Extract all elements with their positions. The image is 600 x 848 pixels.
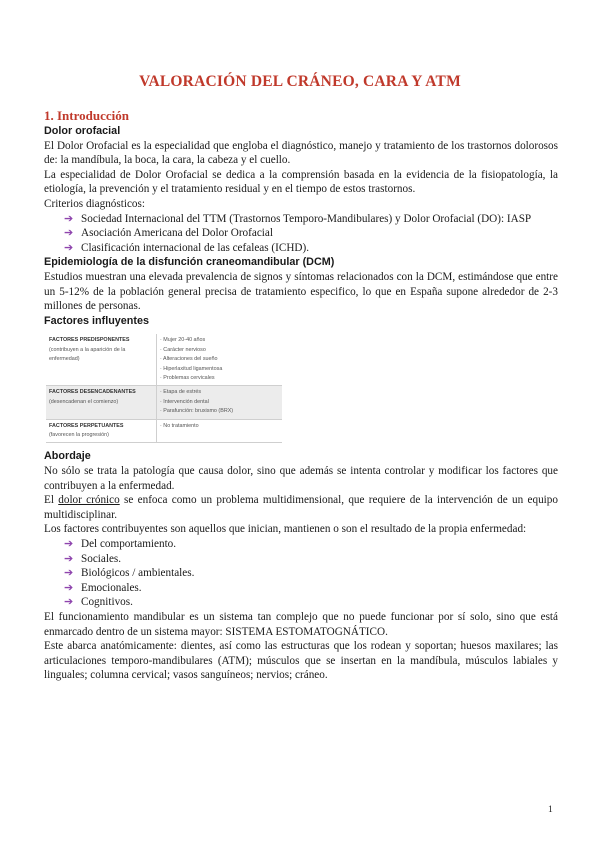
paragraph-abordaje-4: El funcionamiento mandibular es un sistema tan complejo que no puede funcionar por sí solo, sino que está enmarcado dentro de un sistema mayor: SISTEMA ESTOMATOGNÁTICO. [44,610,558,638]
subheading-abordaje: Abordaje [44,450,91,463]
criteria-list [44,212,558,256]
factores-table [46,334,282,443]
page-title: VALORACIÓN DEL CRÁNEO, CARA Y ATM [139,73,461,90]
paragraph-abordaje-3: Los factores contribuyentes son aquellos que inician, mantienen o son el resultado de la propia enfermedad: [44,523,527,536]
paragraph-abordaje-1: No sólo se trata la patología que causa dolor, sino que además se intenta controlar y modificar los factores que contribuyen a la enfermedad. [44,464,558,492]
table-row: FACTORES DESENCADENANTES (desencadenan el comienzo) · Etapa de estrés · Intervención dental · Parafunción: bruxismo (BRX) [46,386,282,419]
list-item: ➔ Sociedad Internacional del TTM (Trastornos Temporo-Mandibulares) y Dolor Orofacial (DO): IASP [64,212,532,225]
criteria-label: Criterios diagnósticos: [44,197,145,210]
document-body [44,108,558,683]
paragraph-epidemiologia: Estudios muestran una elevada prevalencia de signos y síntomas relacionados con la DCM, estimándose que entre un 5-12% de la población general precisa de tratamiento especifico, lo que en España supone alrededor de 2-3 millones de personas. [44,270,558,313]
table-row: FACTORES PERPETUANTES (favorecen la progresión) · No tratamiento [46,419,282,443]
arrow-icon: ➔ [64,537,74,550]
subheading-epidemiologia: Epidemiología de la disfunción craneomandibular (DCM) [44,256,335,269]
paragraph-abordaje-5: Este abarca anatómicamente: dientes, así como las estructuras que los rodean y soportan; huesos maxilares; las articulaciones temporo-mandibulares (ATM); músculos que se insertan en la mandíbula, músculos labiales y linguales; columna cervical; vasos sanguíneos; nervios; cráneo. [44,640,558,682]
paragraph-dolor-1: El Dolor Orofacial es la especialidad que engloba el diagnóstico, manejo y tratamiento de los trastornos dolorosos de: la mandíbula, la boca, la cara, la cabeza y el cuello. [44,139,558,167]
list-item: ➔ Asociación Americana del Dolor Orofacial [64,227,273,240]
factores-contribuyentes-list [44,537,558,610]
arrow-icon: ➔ [64,241,74,254]
section-heading-introduccion: 1. Introducción [44,108,129,123]
paragraph-abordaje-2: El dolor crónico se enfoca como un problema multidimensional, que requiere de la intervención de un equipo multidisciplinar. [44,494,558,521]
arrow-icon: ➔ [64,212,74,225]
subheading-dolor-orofacial: Dolor orofacial [44,125,121,137]
arrow-icon: ➔ [64,581,74,594]
arrow-icon: ➔ [64,552,74,565]
table-row: FACTORES PREDISPONENTES (contribuyen a la aparición de la enfermedad) · Mujer 20-40 años · Carácter nervioso · Alteraciones del sueño · Hiperlaxitud ligamentosa · Problemas cervicales [46,334,282,386]
page-number: 1 [548,805,553,815]
list-item: ➔ Sociales. [64,552,122,565]
list-item: ➔ Emocionales. [64,581,142,594]
list-item: ➔ Cognitivos. [64,596,133,609]
arrow-icon: ➔ [64,596,74,609]
list-item: ➔ Clasificación internacional de las cefaleas (ICHD). [64,241,309,254]
list-item: ➔ Del comportamiento. [64,537,177,550]
arrow-icon: ➔ [64,567,74,580]
paragraph-dolor-2: La especialidad de Dolor Orofacial se dedica a la comprensión basada en la evidencia de la fisiopatología, la etiología, la prevención y el tratamiento residual y en el tiempo de estos trastornos. [44,168,558,196]
arrow-icon: ➔ [64,227,74,240]
list-item: ➔ Biológicos / ambientales. [64,567,195,580]
subheading-factores: Factores influyentes [44,314,150,327]
